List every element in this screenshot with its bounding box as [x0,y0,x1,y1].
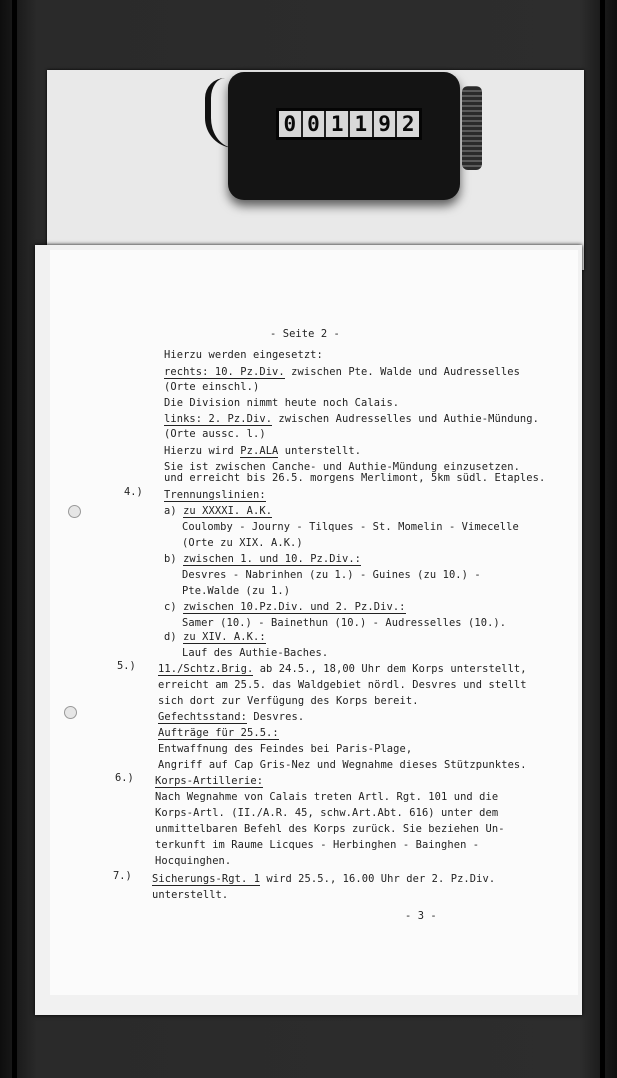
counter-knob [462,86,482,170]
document-line [158,679,527,691]
underlined-heading: Pz.ALA [240,445,279,457]
line-text: Nach Wegnahme von Calais treten Artl. Rgt. 101 und die [155,791,499,803]
line-text: wird 25.5., 16.00 Uhr der 2. Pz.Div. [260,873,496,885]
punch-hole-lower [64,706,77,719]
underlined-heading: zu XXXXI. A.K. [183,505,273,517]
section-number: 6.) [115,772,134,784]
underlined-heading: Trennungslinien: [164,489,266,501]
line-text: unmittelbaren Befehl des Korps zurück. Sie beziehen Un- [155,823,505,835]
document-line [158,759,527,771]
document-line [164,631,266,643]
underlined-heading: Aufträge für 25.5.: [158,727,279,739]
document-line [155,791,498,803]
document-line [155,823,505,835]
underlined-heading: Gefechtsstand: [158,711,247,723]
document-line [158,695,419,707]
document-line [155,855,231,867]
frame-counter-display [276,108,422,140]
document-line [158,727,279,739]
document-line [155,839,479,851]
page-header: - Seite 2 - [270,328,340,340]
document-line [164,349,323,361]
line-text: (Orte einschl.) [164,381,260,393]
underlined-heading: zwischen 10.Pz.Div. und 2. Pz.Div.: [183,601,406,613]
document-line [158,663,527,675]
document-line [164,505,272,517]
document-line [152,873,495,885]
line-text: Desvres - Nabrinhen (zu 1.) - Guines (zu 10.) - [182,569,481,581]
document-line [164,366,520,378]
line-text: Die Division nimmt heute noch Calais. [164,397,400,409]
line-text: Angriff auf Cap Gris-Nez und Wegnahme dieses Stützpunktes. [158,759,527,771]
document-line [164,472,545,484]
line-text: unterstellt. [278,445,362,457]
underlined-heading: rechts: 10. Pz.Div. [164,366,285,378]
counter-digit: 1 [326,111,350,137]
line-text: und erreicht bis 26.5. morgens Merlimont, 5km südl. Etaples. [164,472,546,484]
section-number: 5.) [117,660,136,672]
line-text: sich dort zur Verfügung des Korps bereit. [158,695,419,707]
film-edge-right [600,0,605,1078]
line-text: zwischen Audresselles und Authie-Mündung. [272,413,539,425]
document-line [158,743,412,755]
underlined-heading: zwischen 1. und 10. Pz.Div.: [183,553,362,565]
document-line [164,397,399,409]
document-line [182,617,506,629]
counter-digit: 2 [401,112,415,136]
section-number: 4.) [124,486,143,498]
underlined-heading: Sicherungs-Rgt. 1 [152,873,261,885]
underlined-heading: links: 2. Pz.Div. [164,413,273,425]
line-text: c) [164,601,184,613]
document-line [158,711,304,723]
line-text: terkunft im Raume Licques - Herbinghen - Bainghen - [155,839,480,851]
counter-digit: 0 [279,111,303,137]
underlined-heading: 11./Schtz.Brig. [158,663,254,675]
document-line [164,445,361,457]
line-text: Samer (10.) - Bainethun (10.) - Audresselles (10.). [182,617,507,629]
line-text: (Orte zu XIX. A.K.) [182,537,303,549]
counter-digit: 0 [303,111,327,137]
document-line [182,569,481,581]
line-text: zwischen Pte. Walde und Audresselles [284,366,520,378]
line-text: Coulomby - Journy - Tilques - St. Momelin - Vimecelle [182,521,519,533]
line-text: a) [164,505,184,517]
line-text: Pte.Walde (zu 1.) [182,585,291,597]
line-text: Hocquinghen. [155,855,232,867]
line-text: Hierzu werden eingesetzt: [164,349,323,361]
document-line [182,647,328,659]
document-line [155,775,263,787]
punch-hole-upper [68,505,81,518]
document-line [164,489,266,501]
line-text: Lauf des Authie-Baches. [182,647,329,659]
counter-digit: 9 [374,111,398,137]
line-text: d) [164,631,184,643]
document-line [164,553,361,565]
counter-digit: 1 [350,111,374,137]
document-line [164,428,266,440]
underlined-heading: Korps-Artillerie: [155,775,264,787]
document-line [182,537,303,549]
line-text: ab 24.5., 18,00 Uhr dem Korps unterstellt, [253,663,527,675]
line-text: Hierzu wird [164,445,241,457]
line-text: erreicht am 25.5. das Waldgebiet nördl. Desvres und stellt [158,679,527,691]
underlined-heading: zu XIV. A.K.: [183,631,266,643]
line-text: Entwaffnung des Feindes bei Paris-Plage, [158,743,413,755]
next-page-marker: - 3 - [405,910,437,922]
document-line [164,601,406,613]
document-line [164,381,259,393]
line-text: Korps-Artl. (II./A.R. 45, schw.Art.Abt. 616) unter dem [155,807,499,819]
document-line [164,413,539,425]
document-line [152,889,228,901]
document-line [182,521,519,533]
film-edge-left [12,0,17,1078]
document-line [182,585,290,597]
line-text: Desvres. [246,711,305,723]
line-text: unterstellt. [152,889,229,901]
document-line [155,807,498,819]
line-text: Sie ist zwischen Canche- und Authie-Mündung einzusetzen. [164,461,520,473]
line-text: b) [164,553,184,565]
line-text: (Orte aussc. l.) [164,428,266,440]
section-number: 7.) [113,870,132,882]
